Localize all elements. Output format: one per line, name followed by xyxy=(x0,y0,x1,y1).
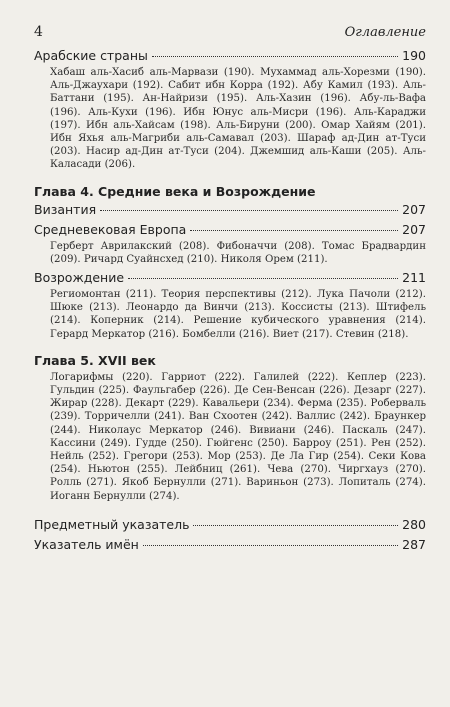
toc-entry-medieval[interactable] xyxy=(34,222,426,238)
toc-entry-renaissance[interactable] xyxy=(34,270,426,286)
toc-entry-title: Средневековая Европа xyxy=(34,221,187,237)
toc-entry-title: Указатель имён xyxy=(34,536,139,552)
toc-entry-subject-index[interactable] xyxy=(34,517,426,533)
toc-entry-page: 211 xyxy=(402,270,426,286)
leader-dots xyxy=(128,278,398,279)
leader-dots xyxy=(143,545,398,546)
leader-dots xyxy=(193,525,398,526)
toc-entry-title: Арабские страны xyxy=(34,48,148,63)
running-title: Оглавление xyxy=(344,25,426,40)
toc-subentries-17th-century: Логарифмы (220). Гарриот (222). Галилей (222). Кеплер (223). Гульдин (225). Фаульгабер (226). Де Сен-Венсан (226). Дезарг (227). Жирар (228). Декарт (229). Кавальери (234). Ферма (235). Роберваль (239). Торричелли (241). Ван Схоотен (242). Валлис (242). Браункер (244). Николаус Меркатор (246). Вивиани (246). Паскаль (247). Кассини (249). Гудде (250). Гюйгенс (250). Барроу (251). Рен (252). Нейль (252). Грегори (253). Мор (253). Де Ла Гир (254). Секи Кова (254). Ньютон (255). Лейбниц (261). Чева (270). Чиргхауз (270). Ролль (271). Якоб Бернулли (271). Вариньон (273). Лопиталь (274). Иоганн Бернулли (274). xyxy=(50,371,426,502)
chapter-5-heading[interactable]: Глава 5. XVII век xyxy=(34,352,156,368)
toc-subentries-renaissance: Региомонтан (211). Теория перспективы (212). Лука Пачоли (212). Шюке (213). Леонардо да Винчи (213). Коссисты (213). Штифель (214). Коперник (214). Решение кубического уравнения (214). Герард Меркатор (216). Бомбелли (216). Виет (217). Стевин (218). xyxy=(50,289,426,340)
toc-entry-byzantium[interactable] xyxy=(34,202,426,218)
toc-subentries-medieval: Герберт Аврилакский (208). Фибоначчи (208). Томас Брадвардин (209). Ричард Суайнсхед (210). Николя Орем (211). xyxy=(50,240,426,265)
toc-entry-title: Возрождение xyxy=(34,270,125,286)
toc-entry-title: Византия xyxy=(34,201,97,217)
chapter-4-heading[interactable]: Глава 4. Средние века и Возрождение xyxy=(34,183,316,199)
toc-entry-page: 287 xyxy=(402,536,426,552)
toc-entry-page: 280 xyxy=(402,516,426,532)
leader-dots xyxy=(100,210,398,211)
toc-subentries-arab: Хабаш аль-Хасиб аль-Марвази (190). Мухаммад аль-Хорезми (190). Аль-Джаухари (192). Сабит ибн Корра (192). Абу Камил (193). Аль-Баттани (195). Ан-Найризи (195). Аль-Хазин (196). Абу-ль-Вафа (196). Аль-Кухи (196). Ибн Юнус аль-Мисри (196). Аль-Караджи (197). Ибн аль-Хайсам (198). Аль-Бируни (200). Омар Хайям (201). Ибн Яхья аль-Магриби аль-Самавал (203). Шараф ад-Дин ат-Туси (203). Насир ад-Дин ат-Туси (204). Джемшид аль-Каши (205). Аль-Каласади (206). xyxy=(50,67,426,171)
toc xyxy=(34,48,426,553)
page-number: 4 xyxy=(34,24,43,40)
toc-entry-arab[interactable] xyxy=(34,48,426,64)
leader-dots xyxy=(190,230,398,231)
toc-entry-name-index[interactable] xyxy=(34,537,426,553)
toc-entry-page: 207 xyxy=(402,201,426,217)
page-header xyxy=(34,24,426,40)
toc-entry-title: Предметный указатель xyxy=(34,516,190,532)
leader-dots xyxy=(152,56,398,57)
toc-entry-page: 207 xyxy=(402,221,426,237)
toc-entry-page: 190 xyxy=(402,48,426,63)
